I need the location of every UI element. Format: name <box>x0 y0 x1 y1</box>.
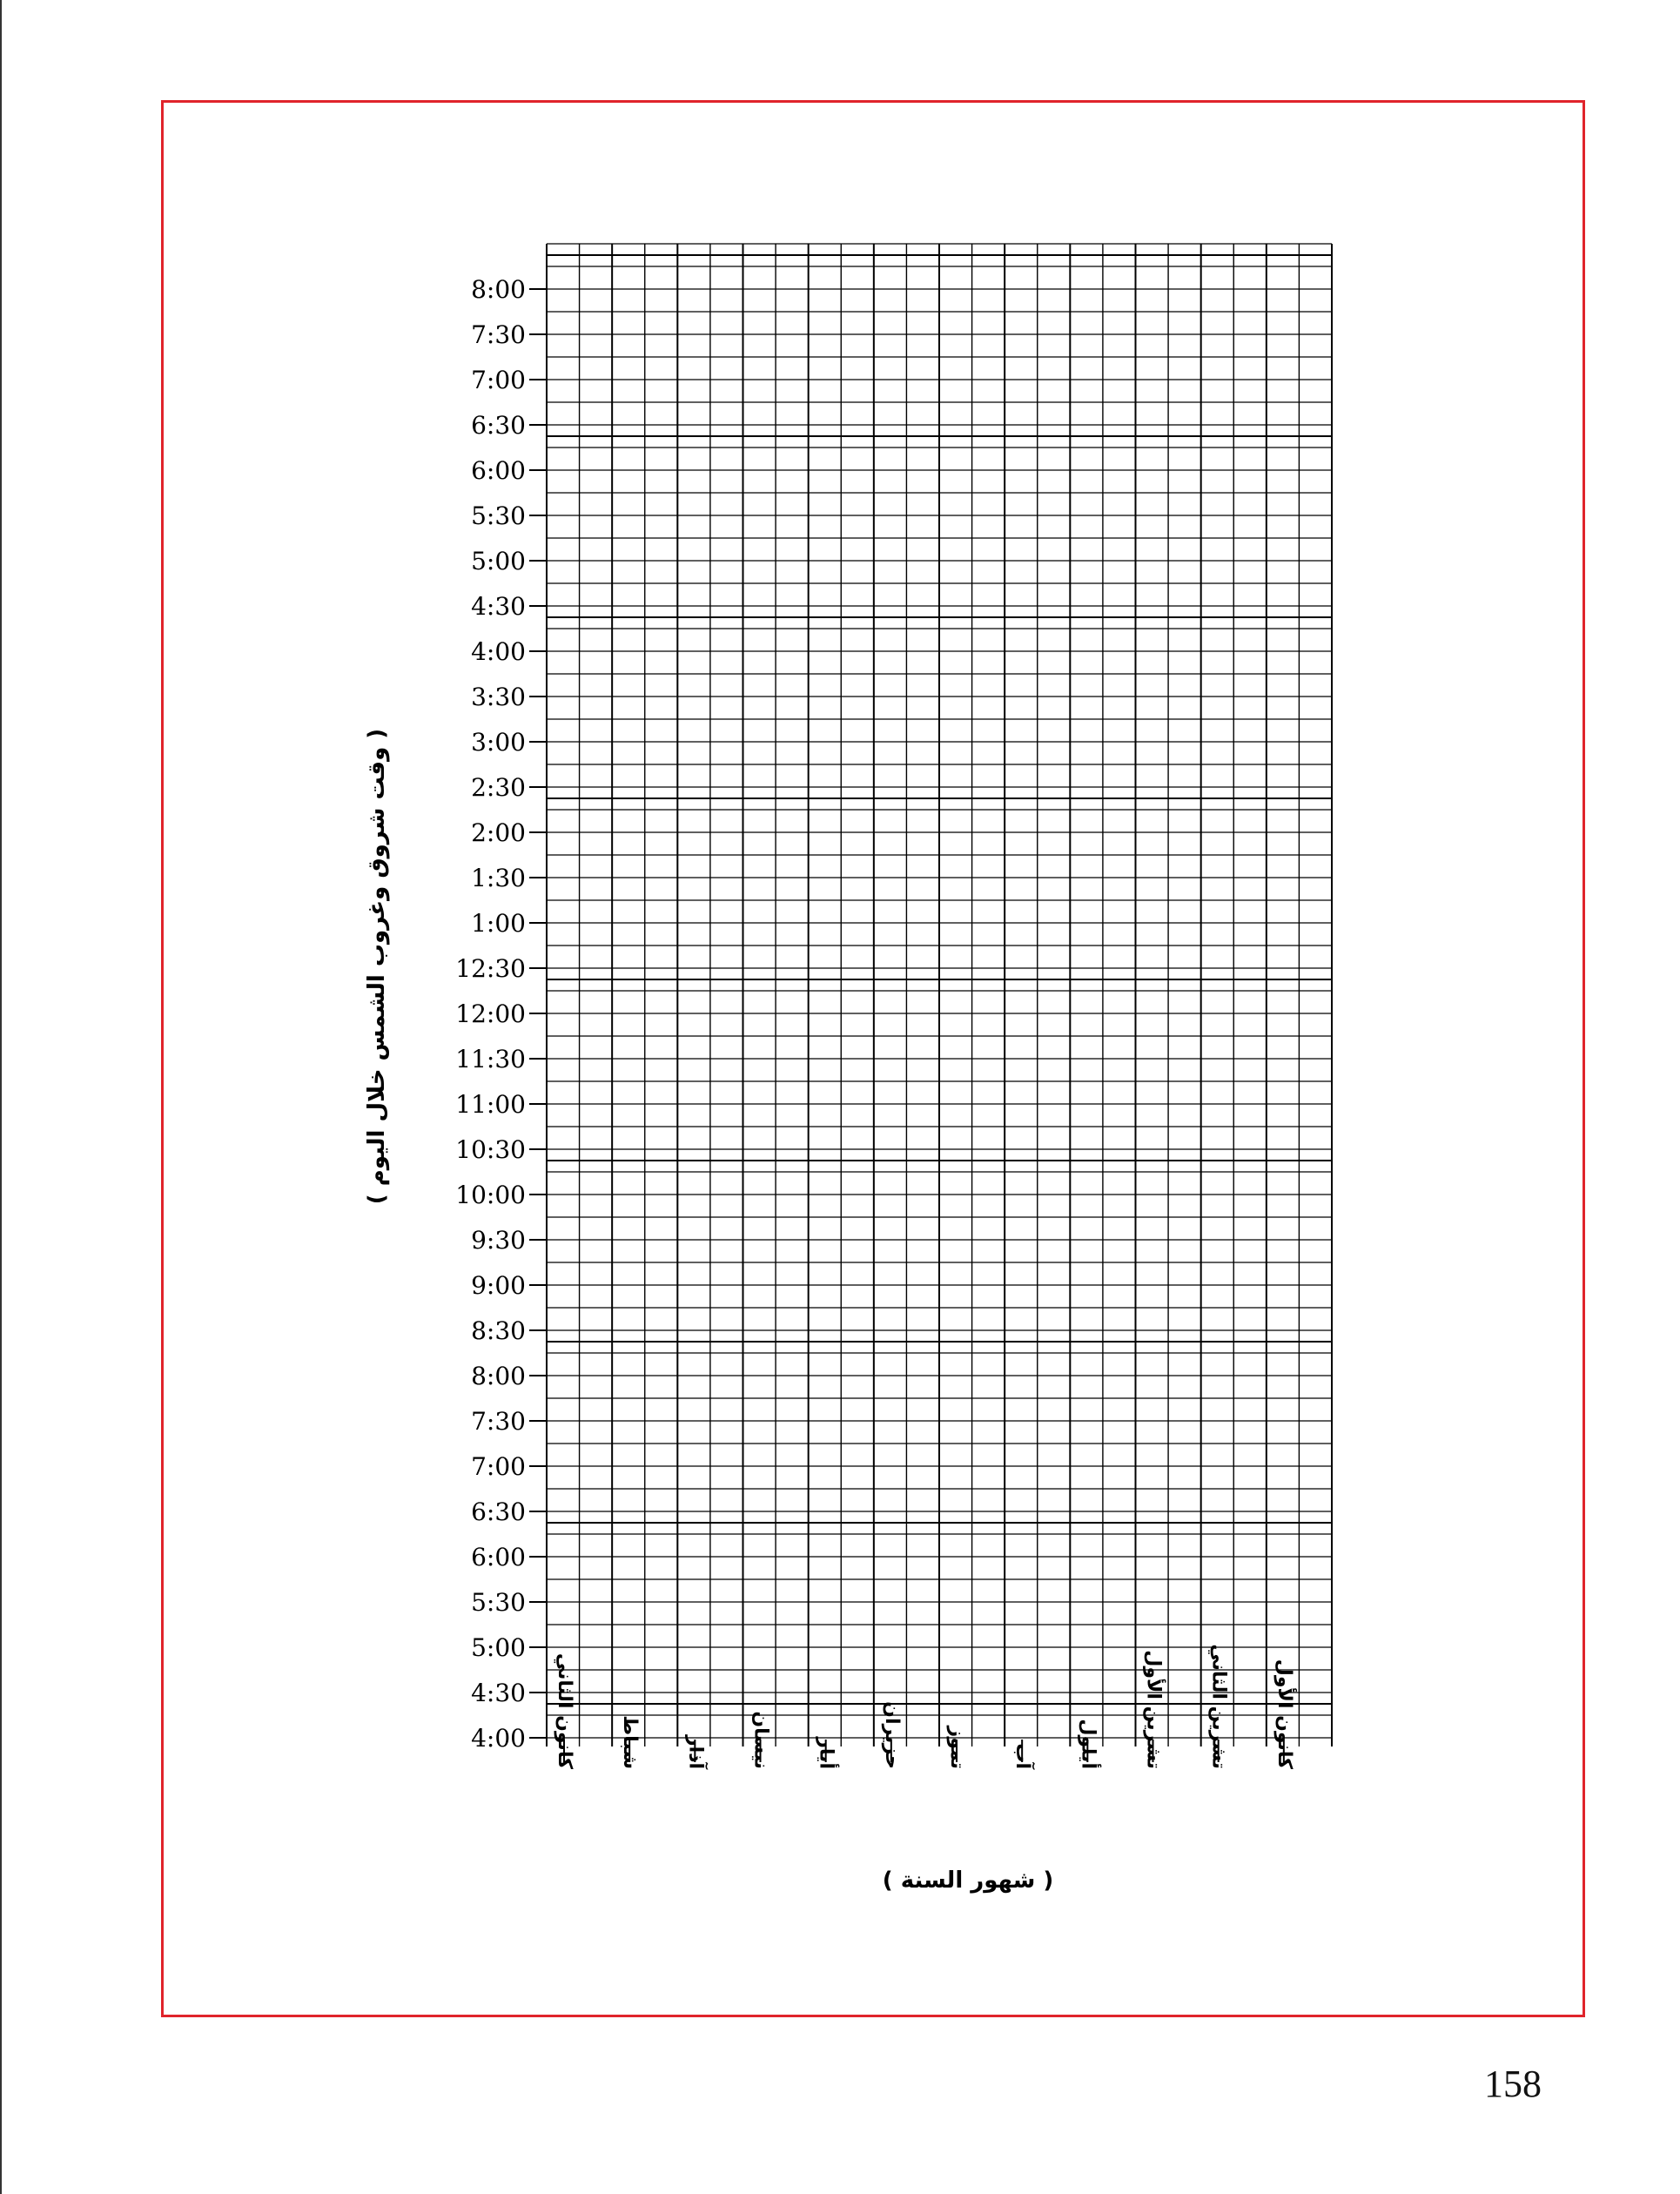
y-tick-label: 1:30 <box>471 864 526 892</box>
y-tick-label: 6:00 <box>471 456 526 485</box>
x-axis-tick-labels <box>554 1644 1298 1769</box>
y-axis-ticks <box>455 275 547 1753</box>
y-tick-label: 4:00 <box>471 637 526 666</box>
y-axis-label: ( وقت شروق وغروب الشمس خلال اليوم ) <box>364 728 390 1205</box>
y-tick-label: 6:00 <box>471 1543 526 1571</box>
y-tick-label: 6:30 <box>471 411 526 440</box>
y-tick-label: 5:00 <box>471 547 526 575</box>
y-tick-label: 11:30 <box>455 1045 526 1073</box>
y-tick-label: 12:00 <box>455 999 526 1028</box>
y-tick-label: 4:00 <box>471 1724 526 1753</box>
y-tick-label: 2:00 <box>471 818 526 847</box>
y-tick-label: 7:00 <box>471 1452 526 1481</box>
x-tick-label: تشرين الأول <box>1142 1650 1165 1769</box>
x-tick-label: كانون الثاني <box>554 1652 575 1769</box>
y-tick-label: 12:30 <box>455 954 526 983</box>
y-tick-label: 7:00 <box>471 366 526 394</box>
y-tick-label: 11:00 <box>455 1090 526 1119</box>
y-tick-label: 3:30 <box>471 683 526 711</box>
x-tick-label: نيسان <box>749 1711 772 1769</box>
y-tick-label: 9:00 <box>471 1271 526 1300</box>
y-tick-label: 2:30 <box>471 773 526 802</box>
y-tick-label: 5:00 <box>471 1633 526 1662</box>
y-tick-label: 6:30 <box>471 1497 526 1526</box>
y-tick-label: 8:30 <box>471 1316 526 1345</box>
y-tick-label: 8:00 <box>471 275 526 304</box>
x-axis-label: ( شهور السنة ) <box>882 1868 1054 1894</box>
y-tick-label: 4:30 <box>471 592 526 621</box>
x-tick-label: آذار <box>684 1734 707 1769</box>
y-tick-label: 3:00 <box>471 728 526 757</box>
grid-minor-lines <box>547 244 1332 1746</box>
y-tick-label: 7:30 <box>471 1407 526 1436</box>
y-tick-label: 1:00 <box>471 909 526 938</box>
x-tick-label: كانون الأول <box>1273 1659 1295 1769</box>
x-tick-label: أيار <box>815 1737 837 1769</box>
y-tick-label: 5:30 <box>471 501 526 530</box>
y-tick-label: 10:30 <box>455 1135 526 1164</box>
x-tick-label: آب <box>1011 1743 1034 1769</box>
y-tick-label: 9:30 <box>471 1226 526 1255</box>
y-tick-label: 4:30 <box>471 1679 526 1707</box>
x-tick-label: تموز <box>946 1726 968 1769</box>
y-tick-label: 7:30 <box>471 320 526 349</box>
x-tick-label: حزيران <box>880 1701 903 1769</box>
y-tick-label: 10:00 <box>455 1181 526 1209</box>
x-tick-label: تشرين الثاني <box>1207 1644 1230 1769</box>
x-tick-label: أيلول <box>1077 1719 1099 1769</box>
y-tick-label: 5:30 <box>471 1588 526 1617</box>
y-tick-label: 8:00 <box>471 1362 526 1390</box>
x-tick-label: شباط <box>619 1715 642 1769</box>
page-number: 158 <box>1484 2063 1542 2105</box>
